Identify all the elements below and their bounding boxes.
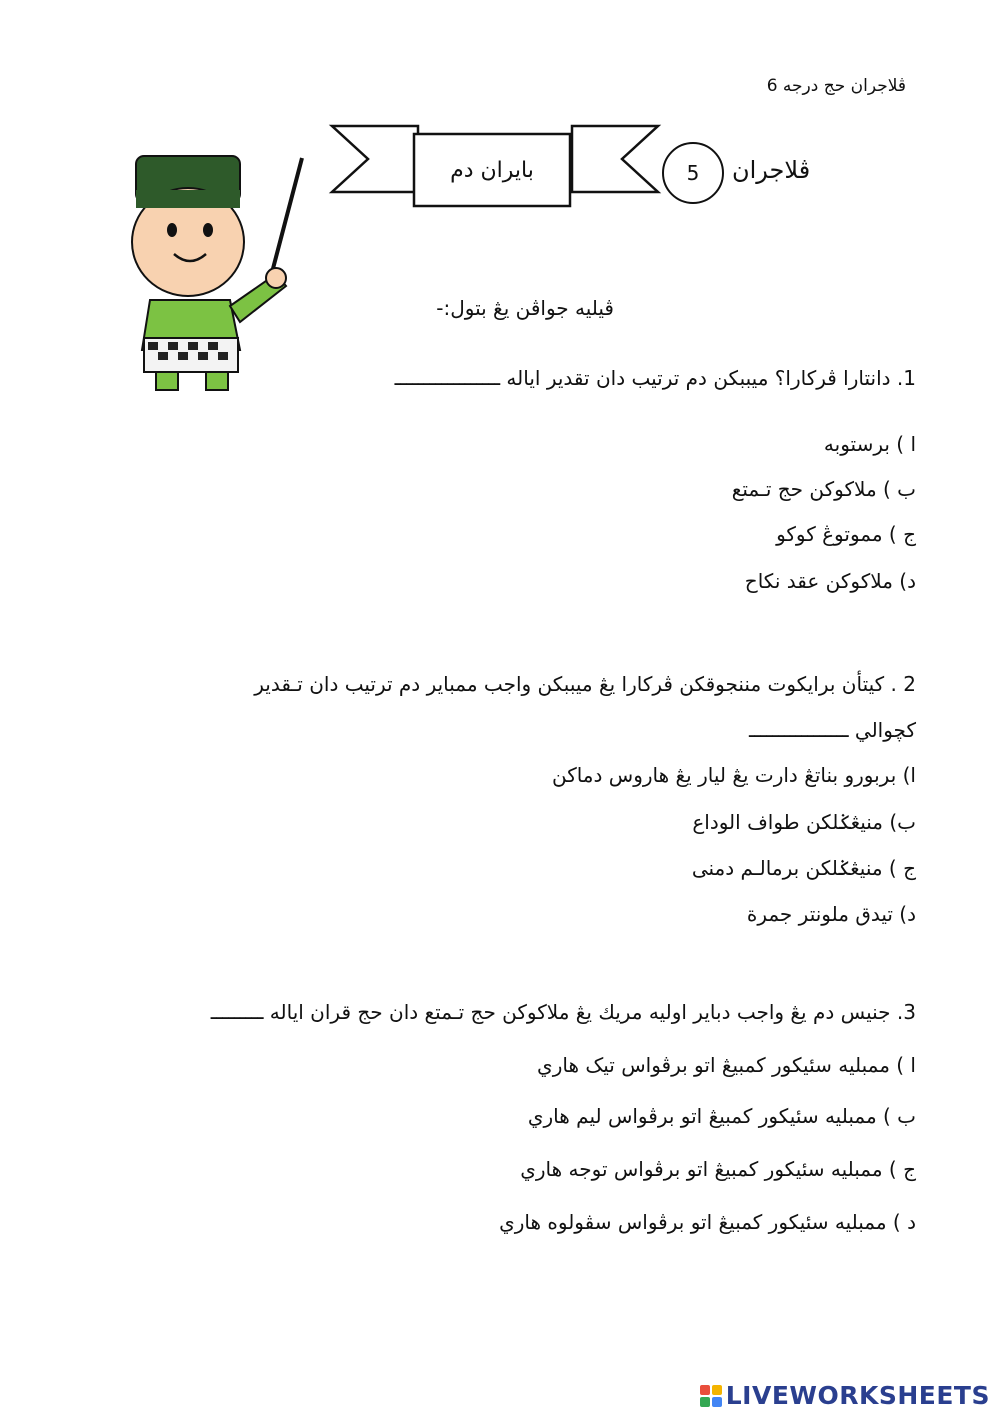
q1-option-c[interactable]: ج ) مموتوڠ كوكو [776,522,916,546]
question-3: 3. جنيس دم يڠ واجب دباير اوليه مريك يڠ ملاكوكن حج تـمتع دان حج قران اياله ـــــــــ [210,1000,916,1024]
q3-option-b[interactable]: ب ) ممبليه سئيكور كمبيڠ اتو برڤواس ليم هاري [527,1104,916,1128]
q3-option-c[interactable]: ج ) ممبليه سئيكور كمبيڠ اتو برڤواس توجه هاري [520,1157,916,1181]
q3-option-a[interactable]: ا ) ممبليه سئيكور كمبيڠ اتو برڤواس تيک هاري [537,1053,916,1077]
q2-option-c[interactable]: ج ) منيڠݢلكن برمالـم دمنى [691,856,916,880]
instructions: ڤيليه جواڤن يڠ بتول:- [436,296,614,320]
question-1: 1. دانتارا ڤركارا؟ ميببكن دم ترتيب دان تقدير اياله ــــــــــــــــــ [394,366,916,390]
q2-option-d[interactable]: د) تيدق ملونتر جمرة [746,902,916,926]
q2-option-a[interactable]: ا) بربورو بناتڠ دارت يڠ ليار يڠ هاروس دماكن [551,763,916,787]
q1-option-b[interactable]: ب ) ملاكوكن حج تـمتع [731,477,916,501]
q3-option-d[interactable]: د ) ممبليه سئيكور كمبيڠ اتو برڤواس سڤولوه هاري [499,1210,916,1234]
lesson-title: بايران دم [450,157,534,183]
q1-option-a[interactable]: ا ) برستوبه [823,432,916,456]
question-2: 2 . كيتأن برايكوت مننجوقكن ڤركارا يڠ ميببكن واجب ممباير دم ترتيب دان تـقدير [254,672,916,696]
lesson-number-badge: 5 [662,142,724,204]
lesson-label: ڤلاجران [732,156,811,184]
q2-option-b[interactable]: ب) منيڠݢلكن طواف الوداع [692,810,916,834]
question-2-continued: كچوالي ـــــــــــــــــ [748,718,916,742]
q1-option-d[interactable]: د) ملاكوكن عقد نكاح [744,569,916,593]
liveworksheets-logo-icon [700,1385,722,1407]
brand-name: LIVEWORKSHEETS [725,1381,990,1410]
teacher-character-illustration [130,150,310,395]
liveworksheets-brand [700,1381,990,1410]
worksheet-header: ڤلاجران حج درجه 6 [766,76,906,96]
